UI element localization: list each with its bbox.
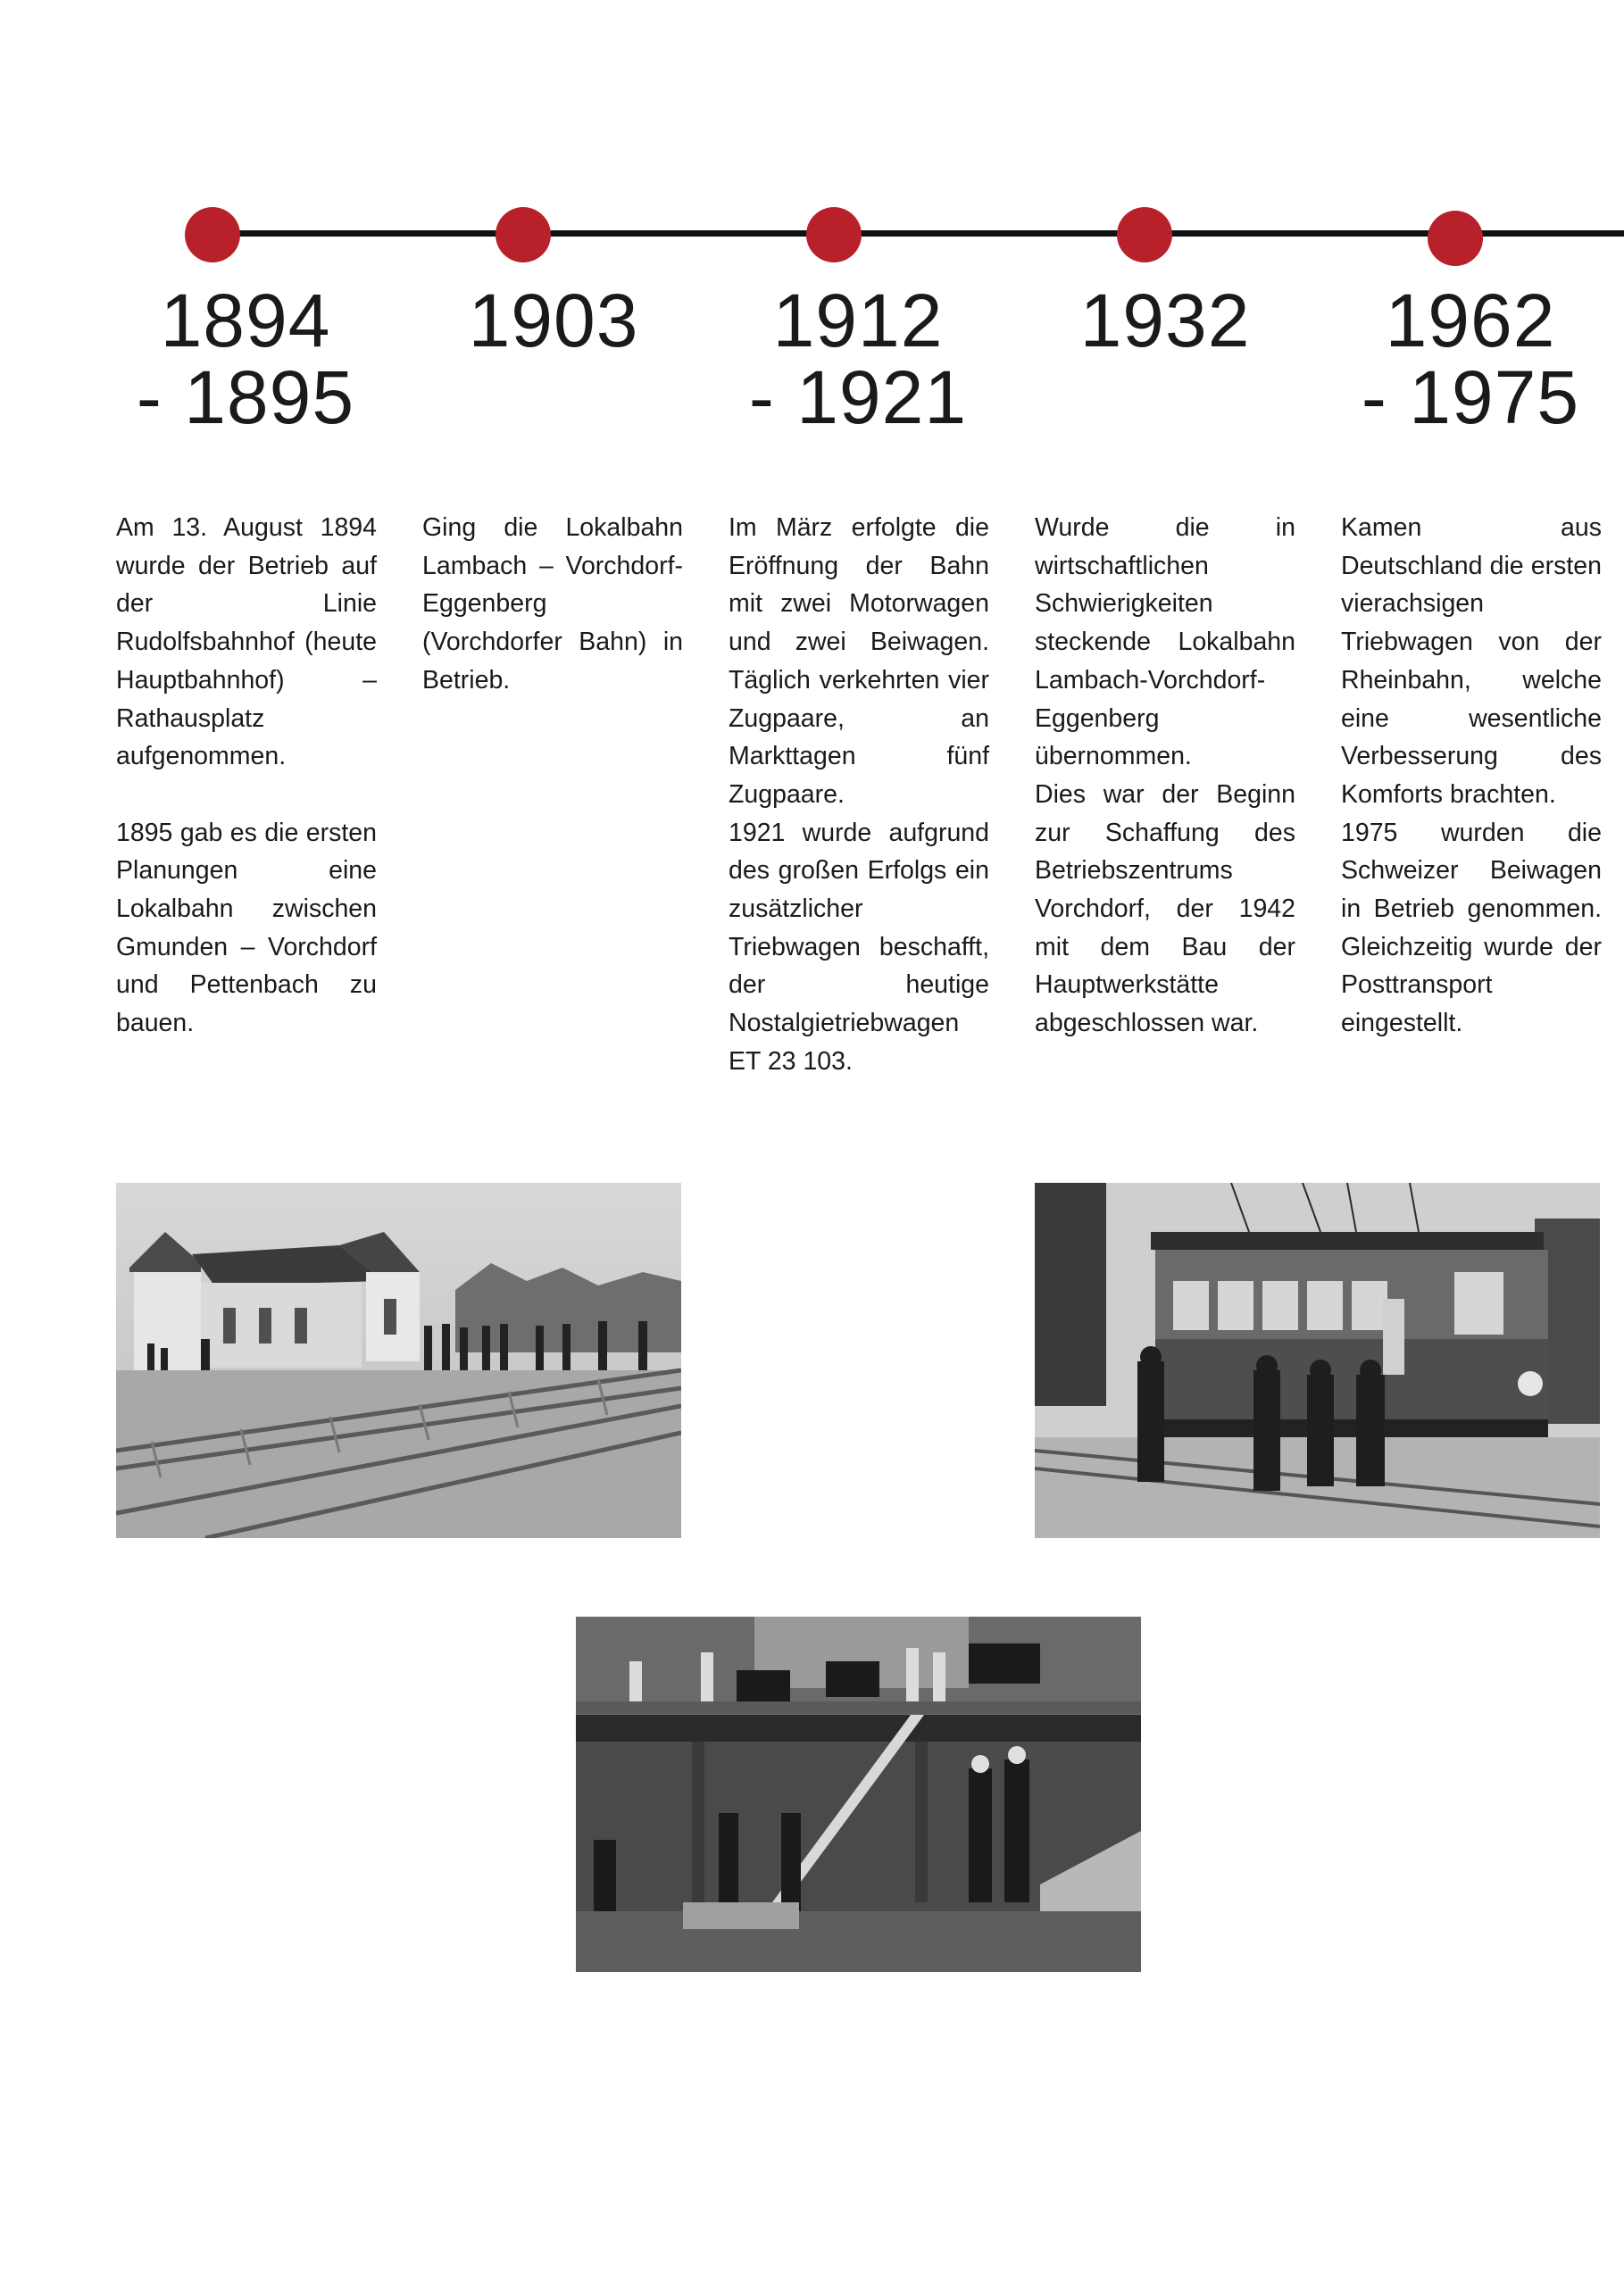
paragraph: Am 13. August 1894 wurde der Betrieb auf der Linie Rudolfsbahnhof (heute Hauptbahnhof) – Rathausplatz aufgenommen. bbox=[116, 513, 377, 771]
year-line1: 1894 bbox=[160, 279, 331, 362]
paragraph: 1921 wurde aufgrund des großen Erfolgs ein zusätzlicher Triebwagen beschafft, der heutige Nostalgietriebwagen ET 23 103. bbox=[729, 818, 989, 1076]
photo-station-building bbox=[116, 1183, 681, 1538]
paragraph: Ging die Lokalbahn Lambach – Vorchdorf-Eggenberg (Vorchdorfer Bahn) in Betrieb. bbox=[422, 513, 683, 695]
year-label-1932 bbox=[1031, 279, 1299, 362]
paragraph: Wurde die in wirtschaftlichen Schwierigkeiten steckende Lokalbahn Lambach-Vorchdorf-Eggenberg übernommen. bbox=[1035, 513, 1295, 771]
year-label-1903 bbox=[420, 279, 687, 362]
year-line1: 1962 bbox=[1385, 279, 1556, 362]
paragraph: 1895 gab es die ersten Planungen eine Lokalbahn zwischen Gmunden – Vorchdorf und Pettenbach zu bauen. bbox=[116, 818, 377, 1038]
year-line2: - 1895 bbox=[136, 355, 355, 439]
timeline-text-1912 bbox=[729, 509, 989, 1081]
timeline-dot-1903 bbox=[496, 207, 551, 262]
timeline-text-1903 bbox=[422, 509, 683, 700]
timeline-dot-1962 bbox=[1428, 211, 1483, 266]
paragraph: Im März erfolgte die Eröffnung der Bahn mit zwei Motorwagen und zwei Beiwagen. Täglich verkehrten vier Zugpaare, an Markttagen fünf Zugpaare. bbox=[729, 513, 989, 809]
year-line1: 1903 bbox=[468, 279, 639, 362]
year-label-1912 bbox=[724, 279, 992, 439]
timeline-text-1962 bbox=[1341, 509, 1602, 1043]
year-line1: 1912 bbox=[772, 279, 944, 362]
timeline-dot-1894 bbox=[185, 207, 240, 262]
year-label-1894 bbox=[112, 279, 379, 439]
timeline-text-1932 bbox=[1035, 509, 1295, 1043]
year-line1: 1932 bbox=[1079, 279, 1251, 362]
timeline-dot-1912 bbox=[806, 207, 862, 262]
year-line2: - 1921 bbox=[748, 355, 968, 439]
timeline-text-1894 bbox=[116, 509, 377, 1043]
timeline-line bbox=[212, 230, 1624, 237]
photo-construction-workers bbox=[576, 1617, 1141, 1972]
photo-tram-with-staff bbox=[1035, 1183, 1600, 1538]
paragraph: Dies war der Beginn zur Schaffung des Betriebszentrums Vorchdorf, der 1942 mit dem Bau der Hauptwerkstätte abgeschlossen war. bbox=[1035, 779, 1295, 1038]
year-line2: - 1975 bbox=[1361, 355, 1580, 439]
paragraph: Kamen aus Deutschland die ersten vierachsigen Triebwagen von der Rheinbahn, welche eine wesentliche Verbesserung des Komforts brachten. bbox=[1341, 513, 1602, 809]
timeline-dot-1932 bbox=[1117, 207, 1172, 262]
paragraph: 1975 wurden die Schweizer Beiwagen in Betrieb genommen. Gleichzeitig wurde der Posttransport eingestellt. bbox=[1341, 818, 1602, 1038]
year-label-1962 bbox=[1337, 279, 1604, 439]
